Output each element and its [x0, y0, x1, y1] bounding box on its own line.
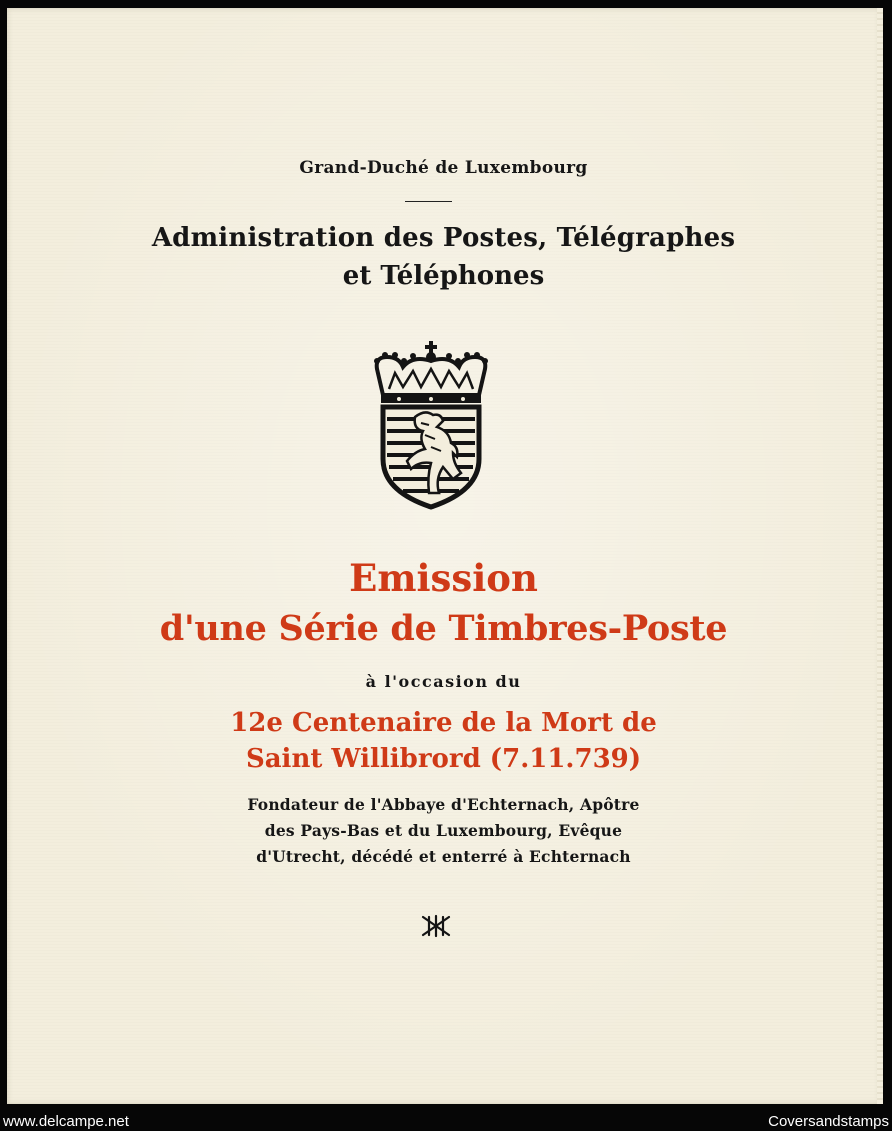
stamp-issue-title-line2: d'une Série de Timbres-Poste — [159, 608, 728, 649]
fleuron-icon — [420, 914, 452, 938]
centenary-line1: 12e Centenaire de la Mort de — [230, 708, 657, 738]
country-heading: Grand-Duché de Luxembourg — [299, 158, 588, 178]
document-sheet — [7, 8, 880, 1104]
coat-of-arms-icon — [369, 339, 493, 511]
occasion-subtitle: à l'occasion du — [365, 672, 522, 691]
centenary-line2: Saint Willibrord (7.11.739) — [245, 744, 642, 774]
watermark-bar — [0, 1111, 892, 1131]
watermark-left: www.delcampe.net — [3, 1113, 129, 1130]
watermark-right: Coversandstamps — [768, 1113, 889, 1130]
description-line: des Pays-Bas et du Luxembourg, Evêque — [264, 821, 623, 840]
administration-title-line1: Administration des Postes, Télégraphes — [151, 223, 736, 253]
administration-title-line2: et Téléphones — [342, 261, 545, 291]
description-line: d'Utrecht, décédé et enterré à Echternach — [256, 847, 631, 866]
heading-divider — [405, 201, 452, 202]
stamp-issue-title-line1: Emission — [349, 556, 538, 600]
description-line: Fondateur de l'Abbaye d'Echternach, Apôtre — [247, 795, 640, 814]
